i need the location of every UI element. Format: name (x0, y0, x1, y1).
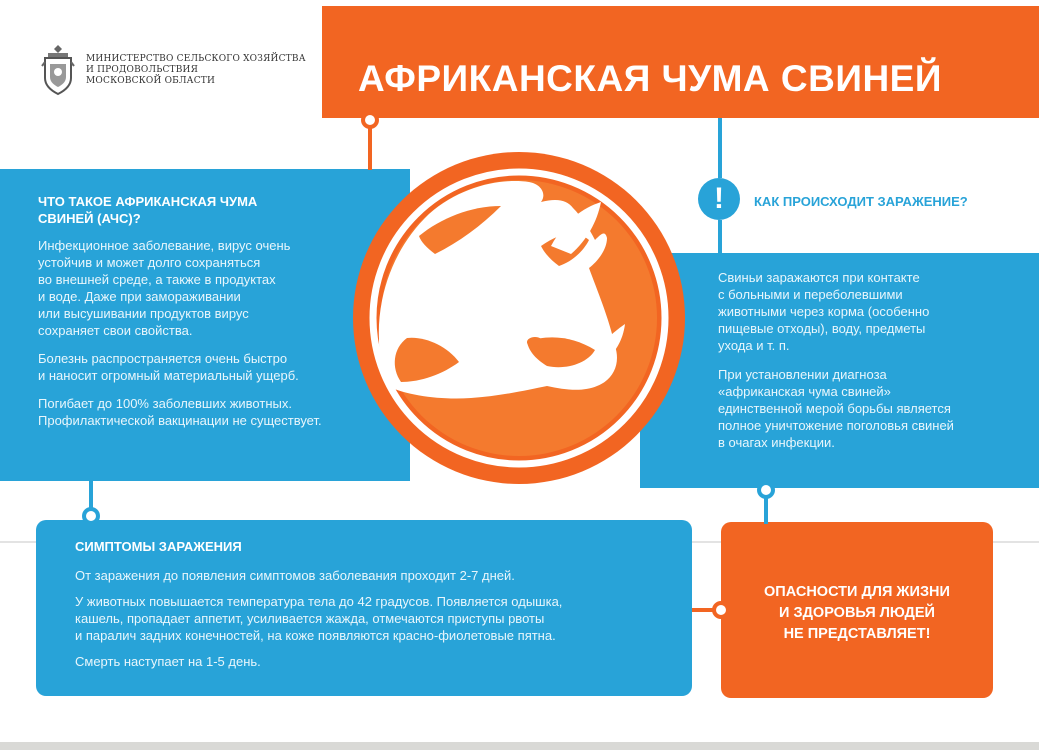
text-line: во внешней среде, а также в продуктах (38, 272, 276, 287)
text-line: и наносит огромный материальный ущерб. (38, 368, 299, 383)
text-line: животными через корма (особенно (718, 304, 930, 319)
text-line: Смерть наступает на 1-5 день. (75, 654, 261, 669)
connector-line (718, 118, 722, 178)
text-line: сохраняет свои свойства. (38, 323, 193, 338)
symptoms-paragraph (75, 593, 675, 644)
infection-section (718, 269, 1008, 463)
text-line: в очагах инфекции. (718, 435, 835, 450)
text-line: кашель, пропадает аппетит, усиливается жажда, отмечаются приступы рвоты (75, 611, 545, 626)
text-line: устойчив и может долго сохраняться (38, 255, 261, 270)
text-line: единственной мерой борьбы является (718, 401, 951, 416)
moscow-region-coat-of-arms-icon (40, 44, 76, 96)
text-line: полное уничтожение поголовья свиней (718, 418, 954, 433)
ministry-header (40, 44, 306, 96)
symptoms-heading: СИМПТОМЫ ЗАРАЖЕНИЯ (75, 539, 242, 554)
text-line: и воде. Даже при замораживании (38, 289, 241, 304)
ministry-line: МИНИСТЕРСТВО СЕЛЬСКОГО ХОЗЯЙСТВА (86, 53, 306, 64)
page-edge-shadow (0, 742, 1039, 750)
infection-paragraph (718, 269, 1008, 354)
connector-dot (82, 507, 100, 525)
ministry-line: И ПРОДОВОЛЬСТВИЯ (86, 64, 199, 75)
ministry-line: МОСКОВСКОЙ ОБЛАСТИ (86, 75, 216, 86)
exclamation-icon: ! (698, 178, 740, 220)
what-is-section (38, 193, 358, 440)
what-is-paragraph (38, 237, 353, 339)
text-line: При установлении диагноза (718, 367, 887, 382)
what-is-paragraph (38, 350, 353, 384)
heading-line: СВИНЕЙ (АЧС)? (38, 211, 141, 226)
text-line: Инфекционное заболевание, вирус очень (38, 238, 291, 253)
text-line: Профилактической вакцинации не существует. (38, 413, 322, 428)
symptoms-section (75, 538, 675, 679)
warning-message (735, 582, 979, 645)
ministry-name (86, 54, 306, 87)
text-line: «африканская чума свиней» (718, 384, 891, 399)
symptoms-paragraph (75, 653, 675, 670)
what-is-heading (38, 193, 308, 227)
text-line: и паралич задних конечностей, на коже появляются красно-фиолетовые пятна. (75, 628, 556, 643)
text-line: или высушивании продуктов вирус (38, 306, 249, 321)
infection-heading: КАК ПРОИСХОДИТ ЗАРАЖЕНИЕ? (754, 194, 968, 209)
text-line: Свиньи заражаются при контакте (718, 270, 920, 285)
text-line: ухода и т. п. (718, 338, 790, 353)
warning-line: ОПАСНОСТИ ДЛЯ ЖИЗНИ (764, 584, 950, 600)
warning-line: И ЗДОРОВЬЯ ЛЮДЕЙ (779, 605, 935, 621)
boar-emblem (351, 150, 687, 486)
symptoms-paragraph (75, 567, 675, 584)
warning-line: НЕ ПРЕДСТАВЛЯЕТ! (783, 626, 931, 642)
connector-dot (712, 601, 730, 619)
text-line: с больными и переболевшими (718, 287, 903, 302)
connector-line (718, 220, 722, 254)
text-line: У животных повышается температура тела до 42 градусов. Появляется одышка, (75, 594, 563, 609)
title-banner (322, 6, 1039, 118)
connector-dot (757, 481, 775, 499)
text-line: пищевые отходы), воду, предметы (718, 321, 926, 336)
boar-head-icon (351, 150, 687, 486)
connector-dot (361, 111, 379, 129)
text-line: От заражения до появления симптомов заболевания проходит 2-7 дней. (75, 568, 515, 583)
text-line: Погибает до 100% заболевших животных. (38, 396, 292, 411)
infection-paragraph (718, 366, 1008, 451)
what-is-paragraph (38, 395, 353, 429)
page-title: АФРИКАНСКАЯ ЧУМА СВИНЕЙ (358, 58, 942, 99)
heading-line: ЧТО ТАКОЕ АФРИКАНСКАЯ ЧУМА (38, 194, 258, 209)
text-line: Болезнь распространяется очень быстро (38, 351, 288, 366)
